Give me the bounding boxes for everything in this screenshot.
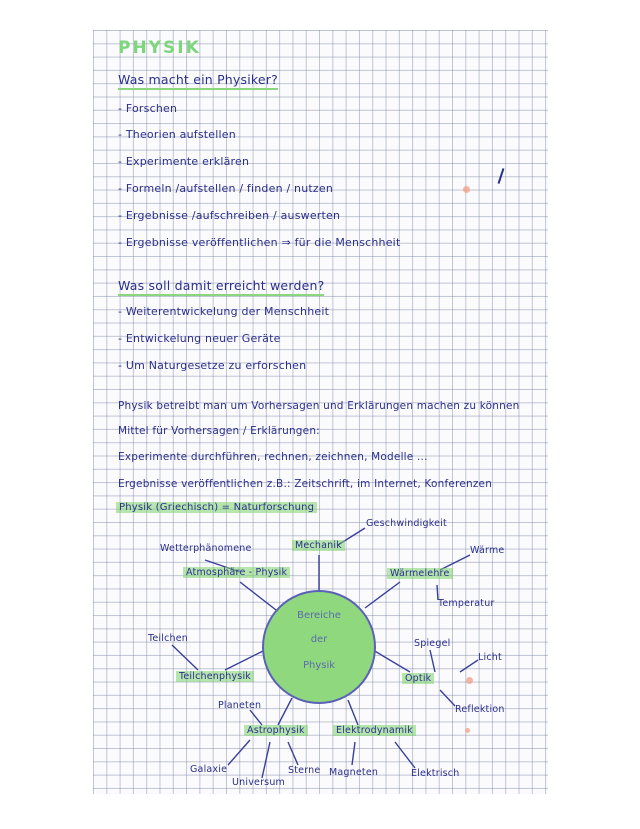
branch-astrophysik: Astrophysik (244, 725, 308, 736)
leaf-geschwindigkeit: Geschwindigkeit (366, 518, 447, 529)
branch-teilchenphysik: Teilchenphysik (176, 671, 254, 682)
ink-speck (466, 677, 473, 684)
question-1: Was macht ein Physiker? (118, 72, 278, 87)
leaf-magneten: Magneten (329, 767, 379, 778)
page-title: PHYSIK (118, 38, 201, 58)
leaf-spiegel: Spiegel (414, 638, 451, 649)
center-line-3: Physik (302, 660, 336, 671)
branch-atmosphaere: Atmosphäre - Physik (183, 567, 290, 578)
leaf-wetterphaenomene: Wetterphänomene (160, 543, 252, 554)
list2-item-2: - Entwickelung neuer Geräte (118, 332, 281, 345)
list1-item-4: - Formeln /aufstellen / finden / nutzen (118, 182, 334, 195)
leaf-temperatur: Temperatur (438, 598, 495, 609)
paragraph-5: Physik (Griechisch) = Naturforschung (116, 502, 317, 513)
paragraph-2: Mittel für Vorhersagen / Erklärungen: (118, 425, 320, 437)
list1-item-2: - Theorien aufstellen (118, 128, 236, 141)
leaf-waerme: Wärme (470, 545, 505, 556)
leaf-sterne: Sterne (288, 765, 321, 776)
center-line-1: Bereiche (297, 610, 341, 621)
leaf-galaxie: Galaxie (190, 764, 228, 775)
list1-item-3: - Experimente erklären (118, 155, 250, 168)
list1-item-1: - Forschen (118, 102, 178, 115)
paragraph-4: Ergebnisse veröffentlichen z.B.: Zeitschrift, im Internet, Konferenzen (118, 478, 493, 490)
leaf-teilchen: Teilchen (148, 633, 189, 644)
list1-item-6: - Ergebnisse veröffentlichen ⇒ für die Menschheit (118, 236, 401, 249)
branch-optik: Optik (402, 673, 434, 684)
question-2: Was soll damit erreicht werden? (118, 278, 324, 293)
ink-speck (465, 728, 470, 733)
leaf-universum: Universum (232, 777, 286, 788)
paragraph-3: Experimente durchführen, rechnen, zeichnen, Modelle ... (118, 451, 428, 463)
list2-item-1: - Weiterentwickelung der Menschheit (118, 305, 330, 318)
center-line-2: der (310, 634, 328, 645)
leaf-reflektion: Reflektion (455, 704, 505, 715)
branch-mechanik: Mechanik (292, 540, 345, 551)
ink-speck (463, 186, 470, 193)
branch-waermelehre: Wärmelehre (387, 568, 453, 579)
leaf-elektrisch: Elektrisch (411, 768, 460, 779)
list2-item-3: - Um Naturgesetze zu erforschen (118, 359, 307, 372)
leaf-licht: Licht (478, 652, 502, 663)
list1-item-5: - Ergebnisse /aufschreiben / auswerten (118, 209, 341, 222)
leaf-planeten: Planeten (218, 700, 262, 711)
paragraph-1: Physik betreibt man um Vorhersagen und Erklärungen machen zu können (118, 400, 520, 412)
mindmap-center (262, 590, 376, 704)
branch-elektrodynamik: Elektrodynamik (333, 725, 416, 736)
